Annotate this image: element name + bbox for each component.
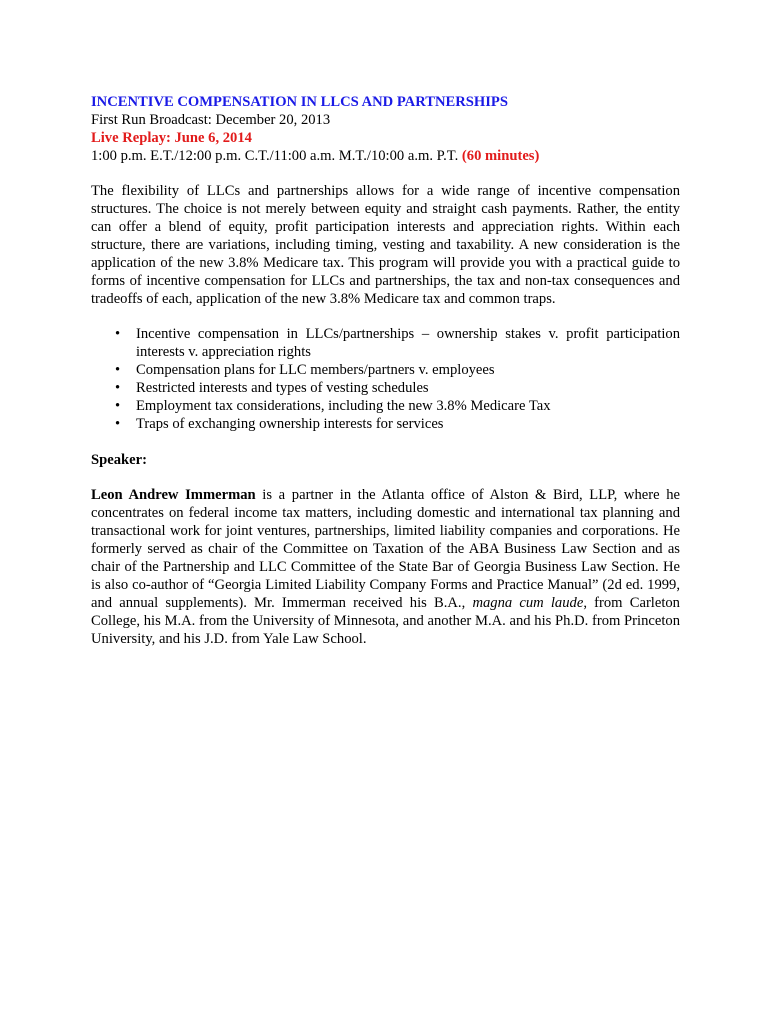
speaker-bio-text-end: , from Carleton College, his M.A. from the University of Minnesota, and another M.A. and his Ph.D. from Princeton University, and his J.D. from Yale Law School. [91, 595, 680, 647]
list-item [91, 325, 680, 361]
speaker-name: Leon Andrew Immerman [91, 487, 256, 503]
bullet-icon: • [115, 362, 121, 378]
list-item-text: Compensation plans for LLC members/partners v. employees [136, 362, 495, 378]
bullet-icon: • [115, 416, 121, 432]
duration: (60 minutes) [461, 148, 540, 164]
program-title: INCENTIVE COMPENSATION IN LLCS AND PARTNERSHIPS [91, 94, 508, 110]
first-run-date: First Run Broadcast: December 20, 2013 [91, 112, 331, 128]
list-item-text: Employment tax considerations, including the new 3.8% Medicare Tax [136, 398, 551, 414]
speaker-bio-text: is a partner in the Atlanta office of Alston & Bird, LLP, where he concentrates on federal income tax matters, including domestic and international tax planning and transactional work for joint ventures, partnerships, limited liability companies and corporations. He formerly served as chair of the Committee on Taxation of the ABA Business Law Section and as chair of the Partnership and LLC Committee of the State Bar of Georgia Business Law Section. He is also co-author of “Georgia Limited Liability Company Forms and Practice Manual” (2d ed. 1999, and annual supplements). Mr. Immerman received his B.A., [91, 487, 680, 611]
live-replay-date: Live Replay: June 6, 2014 [91, 130, 252, 146]
program-header [91, 93, 680, 165]
program-description: The flexibility of LLCs and partnerships allows for a wide range of incentive compensation structures. The choice is not merely between equity and straight cash payments. Rather, the entity can offer a blend of equity, profit participation interests and appreciation rights. Within each structure, there are variations, including timing, vesting and taxability. A new consideration is the application of the new 3.8% Medicare tax. This program will provide you with a practical guide to forms of incentive compensation for LLCs and partnerships, the tax and non-tax consequences and tradeoffs of each, application of the new 3.8% Medicare tax and common traps. [91, 183, 680, 307]
list-item-text: Restricted interests and types of vesting schedules [136, 380, 429, 396]
document-page [91, 93, 680, 648]
list-item [91, 361, 680, 379]
bullet-icon: • [115, 398, 121, 414]
list-item-text: Traps of exchanging ownership interests for services [136, 416, 444, 432]
speaker-heading: Speaker: [91, 452, 147, 468]
time-zones: 1:00 p.m. E.T./12:00 p.m. C.T./11:00 a.m. M.T./10:00 a.m. P.T. [91, 148, 459, 164]
list-item [91, 397, 680, 415]
bullet-icon: • [115, 380, 121, 396]
broadcast-times [91, 147, 680, 165]
list-item [91, 415, 680, 433]
list-item-text: Incentive compensation in LLCs/partnerships – ownership stakes v. profit participation interests v. appreciation rights [136, 326, 680, 360]
list-item [91, 379, 680, 397]
topic-list [91, 325, 680, 433]
speaker-bio [91, 486, 680, 648]
honor-text: magna cum laude [472, 595, 584, 611]
bullet-icon: • [115, 326, 121, 342]
